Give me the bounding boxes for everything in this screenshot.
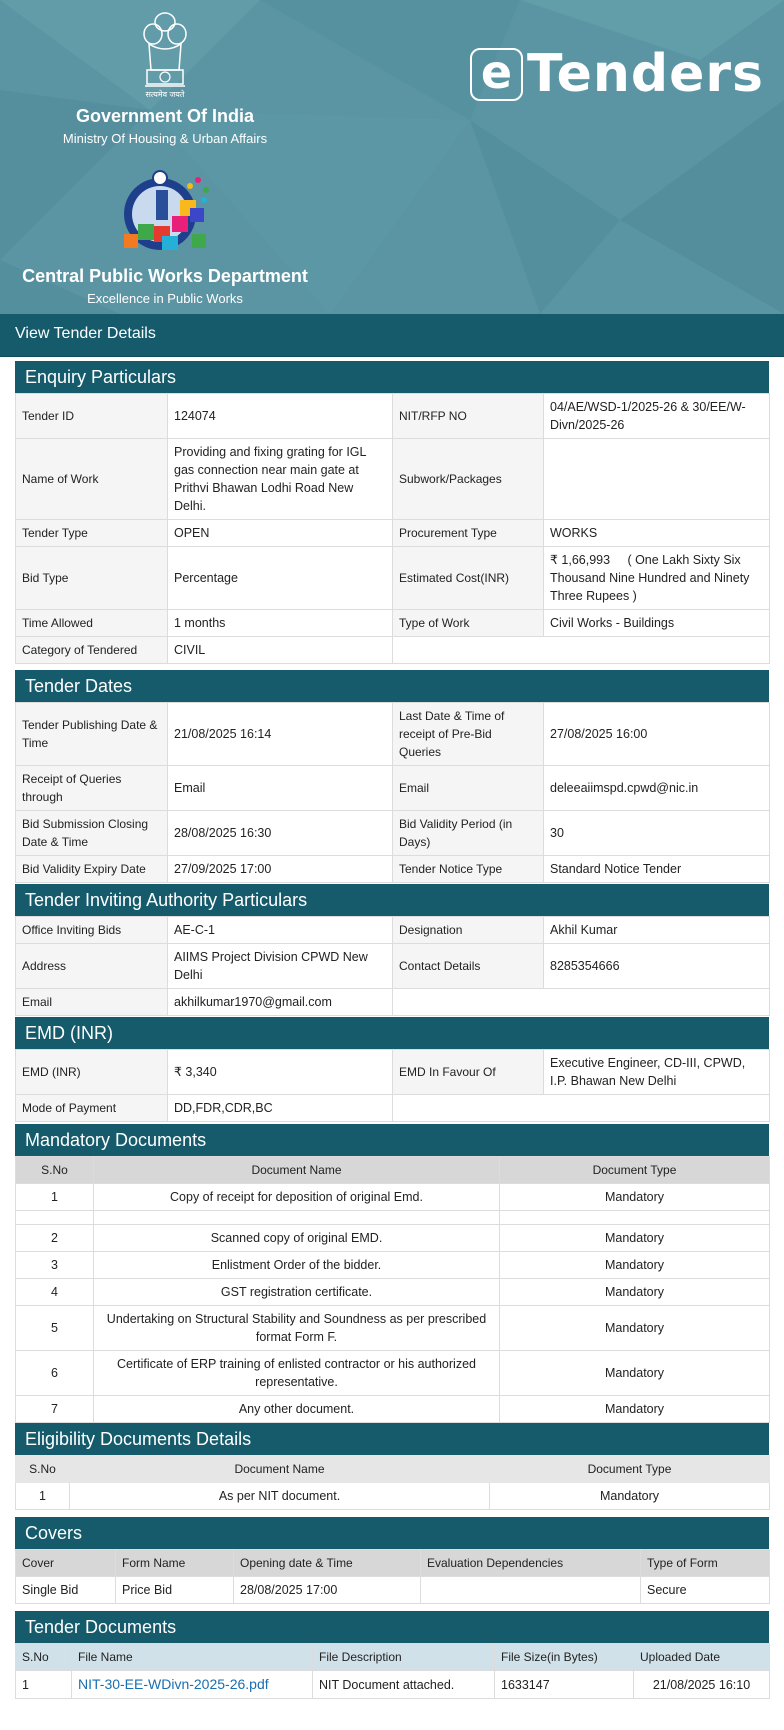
eligibility-documents-section: [15, 1423, 769, 1510]
field-label: Address: [16, 944, 168, 989]
section-title: Mandatory Documents: [15, 1124, 769, 1156]
queries-email-value: deleeaiimspd.cpwd@nic.in: [544, 766, 770, 811]
field-label: Contact Details: [393, 944, 544, 989]
table-row: [16, 944, 770, 989]
table-header-row: [16, 1550, 770, 1577]
document-type-cell: Mandatory: [500, 1184, 770, 1211]
authority-section: [15, 884, 769, 1016]
sno-cell: 4: [16, 1279, 94, 1306]
table-row: [16, 439, 770, 520]
uploaded-date-cell: 21/08/2025 16:10: [634, 1671, 770, 1699]
table-row: [16, 1483, 770, 1510]
etenders-logo: [470, 44, 764, 104]
column-header: Document Name: [94, 1157, 500, 1184]
table-header-row: [16, 1644, 770, 1671]
page-title-bar: [0, 314, 784, 357]
evaluation-cell: [421, 1577, 641, 1604]
table-row-empty: [16, 1211, 770, 1225]
sno-cell: 1: [16, 1184, 94, 1211]
document-name-cell: Certificate of ERP training of enlisted contractor or his authorized representative.: [94, 1351, 500, 1396]
table-header-row: [16, 1157, 770, 1184]
emd-favour-value: Executive Engineer, CD-III, CPWD, I.P. Bhawan New Delhi: [544, 1050, 770, 1095]
mandatory-documents-table: [15, 1156, 770, 1423]
bid-type-value: Percentage: [168, 547, 393, 610]
field-label: Last Date & Time of receipt of Pre-Bid Queries: [393, 703, 544, 766]
closing-date-value: 28/08/2025 16:30: [168, 811, 393, 856]
file-name-cell: [72, 1671, 313, 1699]
document-name-cell: GST registration certificate.: [94, 1279, 500, 1306]
national-emblem-icon: [135, 8, 195, 100]
address-value: AIIMS Project Division CPWD New Delhi: [168, 944, 393, 989]
field-label: Bid Validity Expiry Date: [16, 856, 168, 883]
notice-type-value: Standard Notice Tender: [544, 856, 770, 883]
column-header: Document Type: [490, 1456, 770, 1483]
section-title: Tender Inviting Authority Particulars: [15, 884, 769, 916]
document-name-cell: [94, 1211, 500, 1225]
table-row: [16, 917, 770, 944]
sno-cell: 6: [16, 1351, 94, 1396]
name-of-work-value: Providing and fixing grating for IGL gas connection near main gate at Prithvi Bhawan Lodhi Road New Delhi.: [168, 439, 393, 520]
covers-table: [15, 1549, 770, 1604]
tender-id-value: 124074: [168, 394, 393, 439]
office-value: AE-C-1: [168, 917, 393, 944]
table-row: [16, 1095, 770, 1122]
section-title: Tender Documents: [15, 1611, 769, 1643]
table-row: [16, 637, 770, 664]
table-row: [16, 1279, 770, 1306]
document-type-cell: Mandatory: [500, 1396, 770, 1423]
brand-name: Tenders: [527, 44, 764, 104]
section-title: Eligibility Documents Details: [15, 1423, 769, 1455]
table-row: [16, 1252, 770, 1279]
document-name-cell: Scanned copy of original EMD.: [94, 1225, 500, 1252]
file-size-cell: 1633147: [495, 1671, 634, 1699]
department-title: Central Public Works Department: [22, 266, 308, 286]
enquiry-particulars-section: [15, 361, 769, 664]
designation-value: Akhil Kumar: [544, 917, 770, 944]
expiry-date-value: 27/09/2025 17:00: [168, 856, 393, 883]
cover-cell: Single Bid: [16, 1577, 116, 1604]
table-row: [16, 1184, 770, 1211]
table-row: [16, 856, 770, 883]
field-label: Subwork/Packages: [393, 439, 544, 520]
table-row: [16, 547, 770, 610]
field-label: NIT/RFP NO: [393, 394, 544, 439]
field-label: Procurement Type: [393, 520, 544, 547]
column-header: S.No: [16, 1456, 70, 1483]
column-header: S.No: [16, 1644, 72, 1671]
document-type-cell: Mandatory: [490, 1483, 770, 1510]
field-label: Email: [393, 766, 544, 811]
publishing-date-value: 21/08/2025 16:14: [168, 703, 393, 766]
table-row: [16, 1306, 770, 1351]
cpwd-logo-icon: [118, 168, 214, 256]
table-row: [16, 766, 770, 811]
payment-mode-value: DD,FDR,CDR,BC: [168, 1095, 393, 1122]
field-label: Bid Type: [16, 547, 168, 610]
field-label: Designation: [393, 917, 544, 944]
time-allowed-value: 1 months: [168, 610, 393, 637]
email-value: akhilkumar1970@gmail.com: [168, 989, 393, 1016]
column-header: Document Name: [70, 1456, 490, 1483]
validity-period-value: 30: [544, 811, 770, 856]
field-label: Category of Tendered: [16, 637, 168, 664]
tender-type-value: OPEN: [168, 520, 393, 547]
emd-table: [15, 1049, 770, 1122]
column-header: File Description: [313, 1644, 495, 1671]
column-header: Evaluation Dependencies: [421, 1550, 641, 1577]
table-row: [16, 1351, 770, 1396]
table-row: [16, 811, 770, 856]
table-row: [16, 989, 770, 1016]
section-title: EMD (INR): [15, 1017, 769, 1049]
sno-cell: [16, 1211, 94, 1225]
emd-section: [15, 1017, 769, 1122]
form-name-cell: Price Bid: [116, 1577, 234, 1604]
sno-cell: 3: [16, 1252, 94, 1279]
table-row: [16, 520, 770, 547]
field-label: Time Allowed: [16, 610, 168, 637]
column-header: Form Name: [116, 1550, 234, 1577]
field-label: EMD In Favour Of: [393, 1050, 544, 1095]
estimated-cost-value: ₹ 1,66,993 ( One Lakh Sixty Six Thousand Nine Hundred and Ninety Three Rupees ): [544, 547, 770, 610]
page-title: View Tender Details: [15, 325, 156, 342]
empty-cell: [393, 1095, 770, 1122]
table-row: [16, 703, 770, 766]
field-label: Office Inviting Bids: [16, 917, 168, 944]
file-description-cell: NIT Document attached.: [313, 1671, 495, 1699]
sno-cell: 1: [16, 1671, 72, 1699]
document-name-cell: Undertaking on Structural Stability and Soundness as per prescribed format Form F.: [94, 1306, 500, 1351]
document-type-cell: Mandatory: [500, 1351, 770, 1396]
tender-documents-section: [15, 1611, 769, 1699]
field-label: Mode of Payment: [16, 1095, 168, 1122]
table-row: [16, 610, 770, 637]
field-label: Type of Work: [393, 610, 544, 637]
field-label: Bid Validity Period (in Days): [393, 811, 544, 856]
tender-documents-table: [15, 1643, 770, 1699]
table-row: [16, 1671, 770, 1699]
field-label: Estimated Cost(INR): [393, 547, 544, 610]
e-logo-icon: [470, 44, 523, 101]
column-header: File Size(in Bytes): [495, 1644, 634, 1671]
field-label: Receipt of Queries through: [16, 766, 168, 811]
empty-cell: [393, 637, 770, 664]
document-type-cell: Mandatory: [500, 1306, 770, 1351]
sno-cell: 2: [16, 1225, 94, 1252]
document-type-cell: Mandatory: [500, 1279, 770, 1306]
prebid-date-value: 27/08/2025 16:00: [544, 703, 770, 766]
field-label: Email: [16, 989, 168, 1016]
category-value: CIVIL: [168, 637, 393, 664]
emblem-motto: सत्यमेव जयते: [145, 90, 185, 99]
field-label: Tender Type: [16, 520, 168, 547]
e-logo-letter: e: [480, 44, 513, 99]
nit-rfp-value: 04/AE/WSD-1/2025-26 & 30/EE/W-Divn/2025-26: [544, 394, 770, 439]
empty-cell: [393, 989, 770, 1016]
field-label: Tender Notice Type: [393, 856, 544, 883]
type-of-work-value: Civil Works - Buildings: [544, 610, 770, 637]
subwork-value: [544, 439, 770, 520]
section-title: Covers: [15, 1517, 769, 1549]
sno-cell: 5: [16, 1306, 94, 1351]
document-name-cell: Enlistment Order of the bidder.: [94, 1252, 500, 1279]
opening-date-cell: 28/08/2025 17:00: [234, 1577, 421, 1604]
table-row: [16, 394, 770, 439]
table-row: [16, 1050, 770, 1095]
enquiry-table: [15, 393, 770, 664]
eligibility-documents-table: [15, 1455, 770, 1510]
sno-cell: 1: [16, 1483, 70, 1510]
field-label: Tender ID: [16, 394, 168, 439]
field-label: Name of Work: [16, 439, 168, 520]
government-title: Government Of India: [75, 106, 255, 126]
contact-value: 8285354666: [544, 944, 770, 989]
document-name-cell: Any other document.: [94, 1396, 500, 1423]
covers-section: [15, 1517, 769, 1604]
document-type-cell: [500, 1211, 770, 1225]
type-of-form-cell: Secure: [641, 1577, 770, 1604]
column-header: S.No: [16, 1157, 94, 1184]
table-header-row: [16, 1456, 770, 1483]
department-tagline: Excellence in Public Works: [87, 291, 243, 306]
dates-table: [15, 702, 770, 883]
authority-table: [15, 916, 770, 1016]
section-title: Tender Dates: [15, 670, 769, 702]
sno-cell: 7: [16, 1396, 94, 1423]
table-row: [16, 1577, 770, 1604]
ministry-name: Ministry Of Housing & Urban Affairs: [62, 131, 268, 146]
field-label: EMD (INR): [16, 1050, 168, 1095]
site-header: [0, 0, 784, 314]
field-label: Tender Publishing Date & Time: [16, 703, 168, 766]
table-row: [16, 1396, 770, 1423]
file-download-link[interactable]: NIT-30-EE-WDivn-2025-26.pdf: [78, 1676, 269, 1692]
field-label: Bid Submission Closing Date & Time: [16, 811, 168, 856]
document-name-cell: Copy of receipt for deposition of original Emd.: [94, 1184, 500, 1211]
emd-amount-value: ₹ 3,340: [168, 1050, 393, 1095]
column-header: Opening date & Time: [234, 1550, 421, 1577]
column-header: Cover: [16, 1550, 116, 1577]
section-title: Enquiry Particulars: [15, 361, 769, 393]
column-header: Uploaded Date: [634, 1644, 770, 1671]
document-name-cell: As per NIT document.: [70, 1483, 490, 1510]
column-header: File Name: [72, 1644, 313, 1671]
document-type-cell: Mandatory: [500, 1225, 770, 1252]
column-header: Type of Form: [641, 1550, 770, 1577]
mandatory-documents-section: [15, 1124, 769, 1423]
column-header: Document Type: [500, 1157, 770, 1184]
queries-through-value: Email: [168, 766, 393, 811]
procurement-type-value: WORKS: [544, 520, 770, 547]
document-type-cell: Mandatory: [500, 1252, 770, 1279]
tender-dates-section: [15, 670, 769, 883]
table-row: [16, 1225, 770, 1252]
